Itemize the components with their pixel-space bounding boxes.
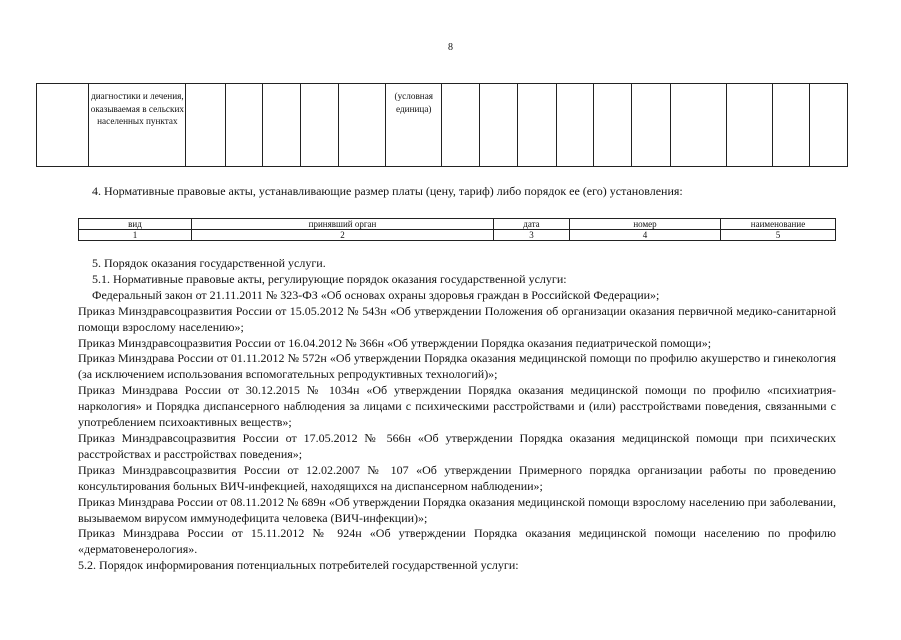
- table-cell: [631, 84, 670, 167]
- section5-2-heading: 5.2. Порядок информирования потенциальных потребителей государственной услуги:: [78, 558, 519, 573]
- column-header: наименование: [721, 219, 836, 230]
- column-header: дата: [494, 219, 570, 230]
- table-cell: [442, 84, 480, 167]
- table-cell: [37, 84, 89, 167]
- legal-act-item: Приказ Минздрава России от 08.11.2012 № 689н «Об утверждении Порядка оказания медицинской помощи взрослому населению при заболевании, вызываемом вирусом иммунодефицита человека (ВИЧ-инфекции)»;: [78, 494, 836, 525]
- table-cell: [593, 84, 631, 167]
- legal-act-item: Федеральный закон от 21.11.2011 № 323-ФЗ «Об основах охраны здоровья граждан в Российской Федерации»;: [92, 287, 660, 302]
- column-number: 1: [79, 230, 192, 241]
- section5-1-heading: 5.1. Нормативные правовые акты, регулирующие порядок оказания государственной услуги:: [92, 271, 567, 286]
- section5-body: [78, 256, 836, 574]
- legal-act-item: Приказ Минздрава России от 15.11.2012 № 924н «Об утверждении Порядка оказания медицинской помощи населению по профилю «дерматовенерология».: [78, 526, 836, 557]
- unit-cell: (условная единица): [386, 84, 442, 167]
- page-number: 8: [448, 42, 453, 53]
- table-cell: [518, 84, 557, 167]
- table-cell: [727, 84, 773, 167]
- column-header: принявший орган: [192, 219, 494, 230]
- table-cell: [301, 84, 339, 167]
- table-cell: [263, 84, 301, 167]
- legal-act-item: Приказ Минздравсоцразвития России от 12.02.2007 № 107 «Об утверждении Примерного порядка организации работы по проведению консультирования больных ВИЧ-инфекцией, находящихся на диспансерном наблюдении»;: [78, 462, 836, 493]
- table-cell: [773, 84, 810, 167]
- column-number: 3: [494, 230, 570, 241]
- legal-act-item: Приказ Минздрава России от 01.11.2012 № 572н «Об утверждении Порядка оказания медицинской помощи по профилю акушерство и гинекология (за исключением использования вспомогательных репродуктивных технологий)»;: [78, 351, 836, 382]
- table-cell: [480, 84, 518, 167]
- table-row: [79, 230, 836, 241]
- column-number: 5: [721, 230, 836, 241]
- table-cell: [339, 84, 386, 167]
- table-header-row: [79, 219, 836, 230]
- service-name-cell: диагностики и лечения, оказываемая в сельских населенных пунктах: [89, 84, 186, 167]
- legal-act-item: Приказ Минздрава России от 30.12.2015 № 1034н «Об утверждении Порядка оказания медицинской помощи по профилю «психиатрия-наркология» и Порядка диспансерного наблюдения за лицами с психическими расстройствами и (или) расстройствами поведения, связанными с употреблением психоактивных веществ»;: [78, 383, 836, 430]
- legal-act-item: Приказ Минздравсоцразвития России от 17.05.2012 № 566н «Об утверждении Порядка оказания медицинской помощи при психических расстройствах и расстройствах поведения»;: [78, 430, 836, 461]
- column-header: вид: [79, 219, 192, 230]
- section5-heading: 5. Порядок оказания государственной услуги.: [92, 256, 326, 270]
- column-number: 4: [570, 230, 721, 241]
- pricing-acts-table: [78, 218, 836, 241]
- table-cell: [557, 84, 594, 167]
- legal-act-item: Приказ Минздравсоцразвития России от 16.04.2012 № 366н «Об утверждении Порядка оказания педиатрической помощи»;: [78, 335, 712, 350]
- table-cell: [670, 84, 726, 167]
- column-header: номер: [570, 219, 721, 230]
- legal-act-item: Приказ Минздравсоцразвития России от 15.05.2012 № 543н «Об утверждении Положения об организации оказания первичной медико-санитарной помощи взрослому населению»;: [78, 303, 836, 334]
- table-cell: [226, 84, 263, 167]
- table-cell: [186, 84, 226, 167]
- column-number: 2: [192, 230, 494, 241]
- table-cell: [809, 84, 847, 167]
- section4-heading: 4. Нормативные правовые акты, устанавливающие размер платы (цену, тариф) либо порядок ее (его) установления:: [92, 184, 683, 198]
- indicator-table-fragment: [36, 83, 848, 167]
